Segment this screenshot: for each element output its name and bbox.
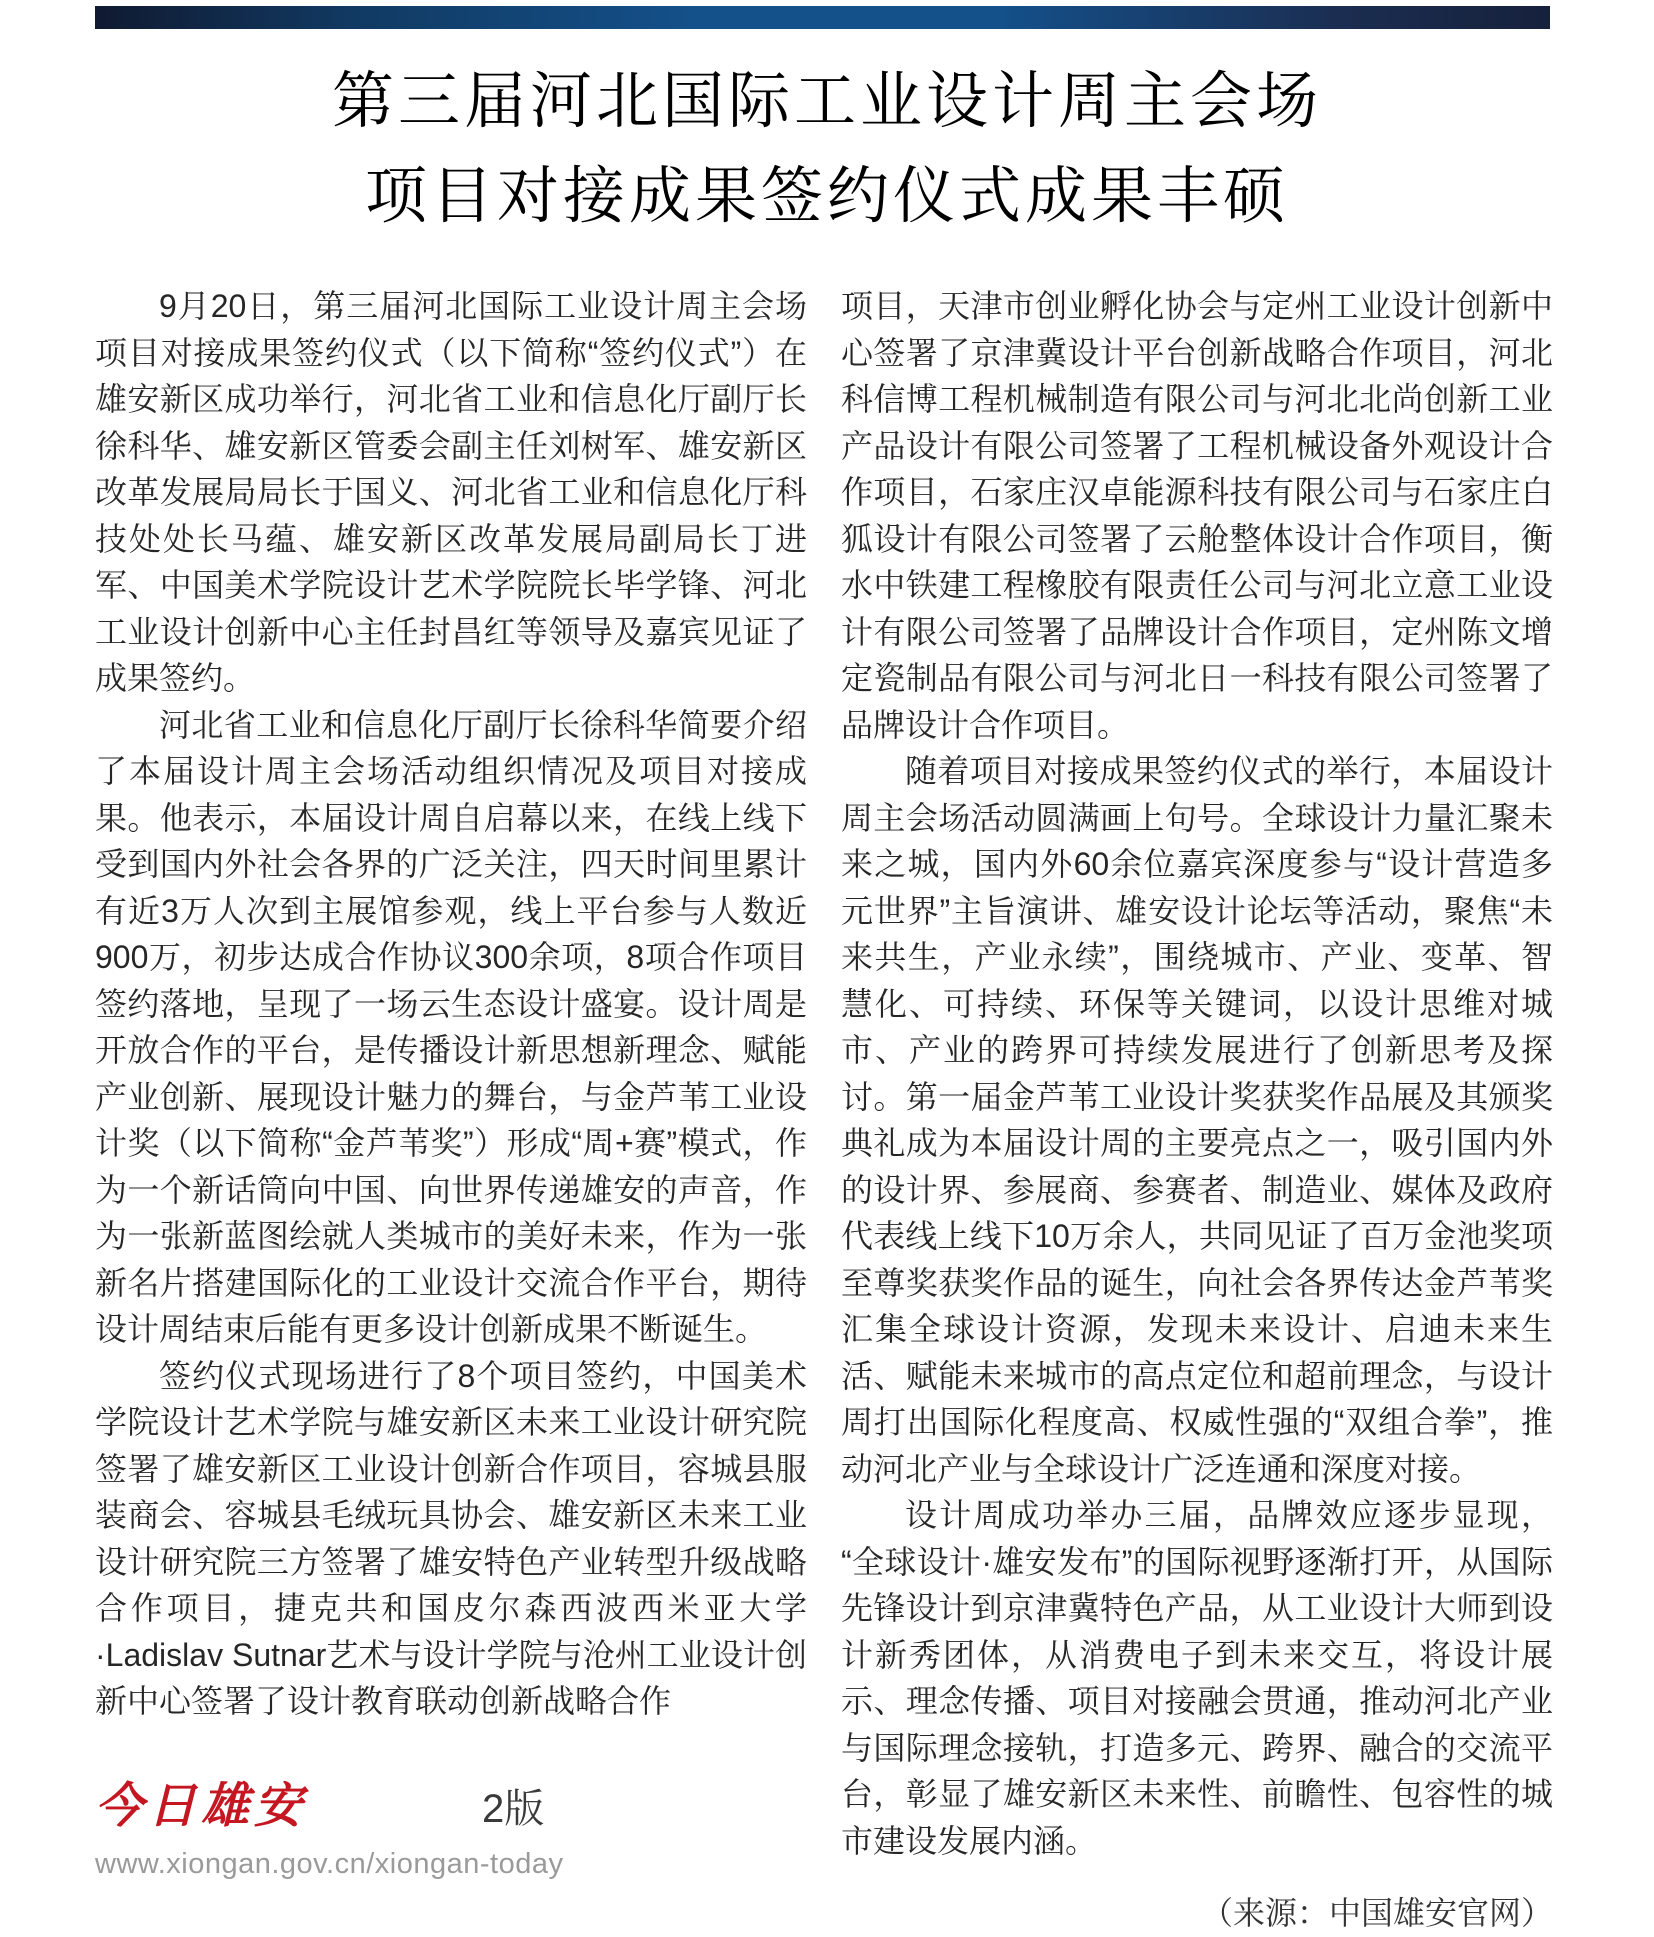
column-left <box>95 283 807 1937</box>
publication-url: www.xiongan.gov.cn/xiongan-today <box>95 1848 564 1881</box>
page-number-label: 2版 <box>482 1786 545 1831</box>
column-right-paragraphs <box>841 283 1553 1864</box>
article-paragraph: 签约仪式现场进行了8个项目签约，中国美术学院设计艺术学院与雄安新区未来工业设计研究院签署了雄安新区工业设计创新合作项目，容城县服装商会、容城县毛绒玩具协会、雄安新区未来工业设计研究院三方签署了雄安特色产业转型升级战略合作项目，捷克共和国皮尔森西波西米亚大学·Ladislav Sutnar艺术与设计学院与沧州工业设计创新中心签署了设计教育联动创新战略合作 <box>95 1357 807 1719</box>
article-paragraph: 9月20日，第三届河北国际工业设计周主会场项目对接成果签约仪式（以下简称“签约仪式”）在雄安新区成功举行，河北省工业和信息化厅副厅长徐科华、雄安新区管委会副主任刘树军、雄安新区改革发展局局长于国义、河北省工业和信息化厅科技处处长马蕴、雄安新区改革发展局副局长丁进军、中国美术学院设计艺术学院院长毕学锋、河北工业设计创新中心主任封昌红等领导及嘉宾见证了成果签约。 <box>95 288 807 696</box>
article-headline <box>0 55 1654 245</box>
column-right <box>841 283 1553 1937</box>
publication-footer <box>95 1781 807 1888</box>
article-paragraph: 随着项目对接成果签约仪式的举行，本届设计周主会场活动圆满画上句号。全球设计力量汇聚未来之城，国内外60余位嘉宾深度参与“设计营造多元世界”主旨演讲、雄安设计论坛等活动，聚焦“未来共生，产业永续”，围绕城市、产业、变革、智慧化、可持续、环保等关键词，以设计思维对城市、产业的跨界可持续发展进行了创新思考及探讨。第一届金芦苇工业设计奖获奖作品展及其颁奖典礼成为本届设计周的主要亮点之一，吸引国内外的设计界、参展商、参赛者、制造业、媒体及政府代表线上线下10万余人，共同见证了百万金池奖项至尊奖获奖作品的诞生，向社会各界传达金芦苇奖汇集全球设计资源，发现未来设计、启迪未来生活、赋能未来城市的高点定位和超前理念，与设计周打出国际化程度高、权威性强的“双组合拳”，推动河北产业与全球设计广泛连通和深度对接。 <box>841 753 1553 1487</box>
column-left-paragraphs <box>95 283 807 1725</box>
publication-footer-row <box>95 1781 807 1834</box>
article-paragraph: 设计周成功举办三届，品牌效应逐步显现，“全球设计·雄安发布”的国际视野逐渐打开，从国际先锋设计到京津冀特色产品，从工业设计大师到设计新秀团体，从消费电子到未来交互，将设计展示、理念传播、项目对接融会贯通，推动河北产业与国际理念接轨，打造多元、跨界、融合的交流平台，彰显了雄安新区未来性、前瞻性、包容性的城市建设发展内涵。 <box>841 1497 1553 1859</box>
article-body <box>0 283 1654 1937</box>
headline-line-1: 第三届河北国际工业设计周主会场 <box>331 68 1322 136</box>
headline-line-2: 项目对接成果签约仪式成果丰硕 <box>364 163 1289 231</box>
article-paragraph: 河北省工业和信息化厅副厅长徐科华简要介绍了本届设计周主会场活动组织情况及项目对接成果。他表示，本届设计周自启幕以来，在线上线下受到国内外社会各界的广泛关注，四天时间里累计有近3万人次到主展馆参观，线上平台参与人数近900万，初步达成合作协议300余项，8项合作项目签约落地，呈现了一场云生态设计盛宴。设计周是开放合作的平台，是传播设计新思想新理念、赋能产业创新、展现设计魅力的舞台，与金芦苇工业设计奖（以下简称“金芦苇奖”）形成“周+赛”模式，作为一个新话筒向中国、向世界传递雄安的声音，作为一张新蓝图绘就人类城市的美好未来，作为一张新名片搭建国际化的工业设计交流合作平台，期待设计周结束后能有更多设计创新成果不断诞生。 <box>95 706 807 1347</box>
source-note: （来源：中国雄安官网） <box>1200 1895 1553 1931</box>
masthead-logo: 今日雄安 <box>95 1779 308 1833</box>
article-paragraph: 项目，天津市创业孵化协会与定州工业设计创新中心签署了京津冀设计平台创新战略合作项目，河北科信博工程机械制造有限公司与河北北尚创新工业产品设计有限公司签署了工程机械设备外观设计合作项目，石家庄汉卓能源科技有限公司与石家庄白狐设计有限公司签署了云舱整体设计合作项目，衡水中铁建工程橡胶有限责任公司与河北立意工业设计有限公司签署了品牌设计合作项目，定州陈文增定瓷制品有限公司与河北日一科技有限公司签署了品牌设计合作项目。 <box>841 288 1553 743</box>
top-rule-bar <box>95 6 1550 29</box>
